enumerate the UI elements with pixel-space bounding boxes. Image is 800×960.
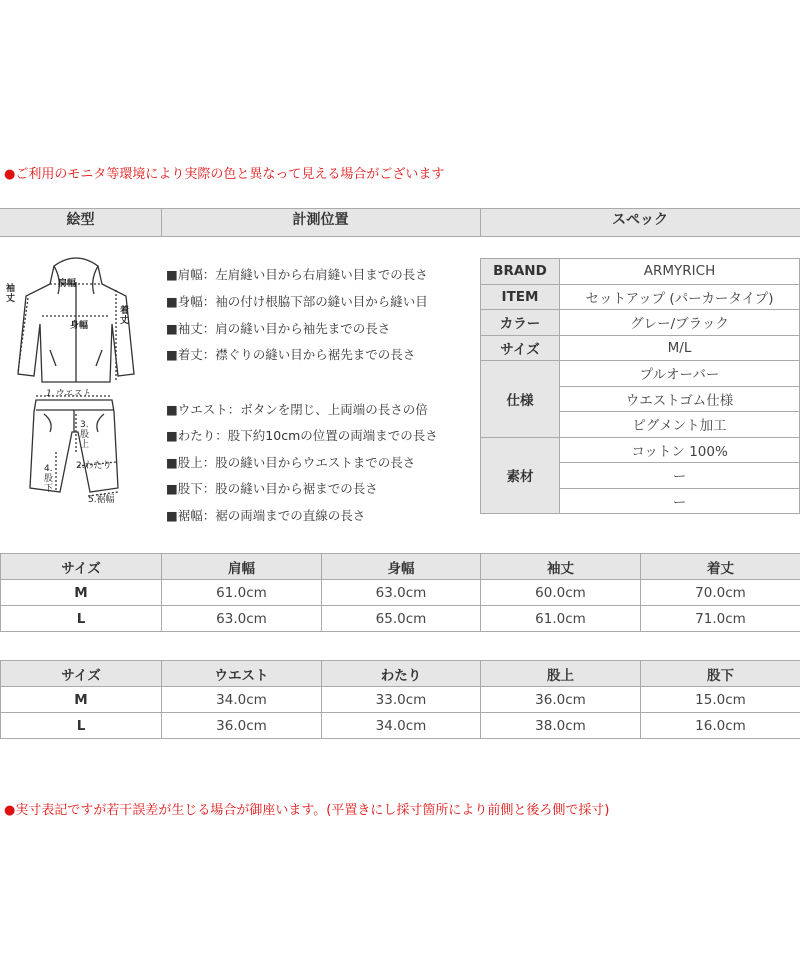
hoodie-illustration — [6, 254, 146, 394]
table-cell: 61.0cm — [481, 606, 641, 632]
measure-rise: ■股上：股の縫い目からウエストまでの長さ — [166, 455, 416, 470]
hoodie-label-length: 着丈 — [120, 306, 130, 326]
spec-row-material — [481, 437, 800, 463]
measure-shoulder: ■肩幅：左肩縫い目から右肩縫い目までの長さ — [166, 267, 428, 282]
spec-table — [480, 258, 800, 514]
spec-value: ARMYRICH — [560, 259, 800, 285]
table-header-cell: 肩幅 — [162, 554, 322, 580]
spec-value: ー — [560, 488, 800, 514]
table-cell: 15.0cm — [641, 687, 800, 713]
measure-length: ■着丈：襟ぐりの縫い目から裾先までの長さ — [166, 347, 416, 362]
table-header-row — [1, 661, 800, 687]
header-spec: スペック — [612, 212, 668, 228]
table-cell: 36.0cm — [162, 713, 322, 739]
table-cell: M — [1, 580, 162, 606]
spec-label: カラー — [481, 310, 560, 336]
table-cell: 38.0cm — [481, 713, 641, 739]
table-cell: 70.0cm — [641, 580, 800, 606]
header-figure: 絵型 — [66, 212, 95, 228]
spec-label: ITEM — [481, 284, 560, 310]
spec-value: コットン 100% — [560, 437, 800, 463]
table-cell: 60.0cm — [481, 580, 641, 606]
bottom-size-table — [0, 660, 800, 739]
table-header-cell: 股上 — [481, 661, 641, 687]
measure-inseam: ■股下：股の縫い目から裾までの長さ — [166, 481, 378, 496]
measure-hem: ■裾幅：裾の両端までの直線の長さ — [166, 508, 366, 523]
table-row — [1, 687, 800, 713]
spec-row-brand — [481, 259, 800, 285]
top-size-table — [0, 553, 800, 632]
table-cell: 34.0cm — [162, 687, 322, 713]
spec-value: ピグメント加工 — [560, 412, 800, 438]
table-header-cell: わたり — [322, 661, 481, 687]
table-header-cell: サイズ — [1, 554, 162, 580]
table-cell: 65.0cm — [322, 606, 481, 632]
color-disclaimer: ●ご利用のモニタ等環境により実際の色と異なって見える場合がございます — [4, 167, 445, 182]
pants-label-waist: 1.ウエスト — [46, 389, 91, 399]
pants-label-thigh: 2.わたり — [76, 461, 112, 471]
table-header-cell: サイズ — [1, 661, 162, 687]
table-cell: L — [1, 713, 162, 739]
measure-waist: ■ウエスト：ボタンを閉じ、上両端の長さの倍 — [166, 402, 428, 417]
table-header-cell: 身幅 — [322, 554, 481, 580]
table-header-cell: 着丈 — [641, 554, 800, 580]
spec-label: 仕様 — [481, 361, 560, 438]
table-header-cell: 袖丈 — [481, 554, 641, 580]
table-cell: 71.0cm — [641, 606, 800, 632]
table-cell: 36.0cm — [481, 687, 641, 713]
table-header-cell: ウエスト — [162, 661, 322, 687]
table-cell: 63.0cm — [162, 606, 322, 632]
table-header-row — [1, 554, 800, 580]
measure-sleeve: ■袖丈：肩の縫い目から袖先までの長さ — [166, 321, 391, 336]
header-divider — [161, 208, 162, 236]
spec-value: セットアップ (パーカータイプ) — [560, 284, 800, 310]
measure-thigh: ■わたり：股下約10cmの位置の両端までの長さ — [166, 428, 438, 443]
table-cell: L — [1, 606, 162, 632]
spec-label: 素材 — [481, 437, 560, 514]
table-row — [1, 713, 800, 739]
hoodie-label-chest: 身幅 — [70, 321, 89, 331]
pants-label-inseam: 4.股下 — [44, 464, 54, 494]
table-cell: M — [1, 687, 162, 713]
spec-value: ウエストゴム仕様 — [560, 386, 800, 412]
pants-label-hem: 5.裾幅 — [88, 495, 115, 505]
table-cell: 34.0cm — [322, 713, 481, 739]
spec-label: サイズ — [481, 335, 560, 361]
measure-chest: ■身幅：袖の付け根脇下部の縫い目から縫い目 — [166, 294, 428, 309]
header-divider — [480, 208, 481, 236]
spec-row-spec — [481, 361, 800, 387]
spec-value: ー — [560, 463, 800, 489]
measurement-disclaimer: ●実寸表記ですが若干誤差が生じる場合が御座います。(平置きにし採寸箇所により前側と後ろ側で採寸) — [4, 803, 610, 818]
spec-row-item — [481, 284, 800, 310]
spec-value: M/L — [560, 335, 800, 361]
hoodie-label-sleeve: 袖丈 — [6, 284, 16, 304]
table-row — [1, 606, 800, 632]
table-row — [1, 580, 800, 606]
spec-value: プルオーバー — [560, 361, 800, 387]
table-header-cell: 股下 — [641, 661, 800, 687]
table-cell: 61.0cm — [162, 580, 322, 606]
spec-row-color — [481, 310, 800, 336]
hoodie-label-shoulder: 肩幅 — [58, 279, 77, 289]
pants-illustration — [20, 389, 130, 510]
spec-label: BRAND — [481, 259, 560, 285]
table-cell: 33.0cm — [322, 687, 481, 713]
spec-value: グレー/ブラック — [560, 310, 800, 336]
spec-row-size — [481, 335, 800, 361]
header-measure: 計測位置 — [292, 212, 349, 228]
pants-label-rise: 3.股上 — [80, 420, 90, 450]
table-cell: 16.0cm — [641, 713, 800, 739]
table-cell: 63.0cm — [322, 580, 481, 606]
